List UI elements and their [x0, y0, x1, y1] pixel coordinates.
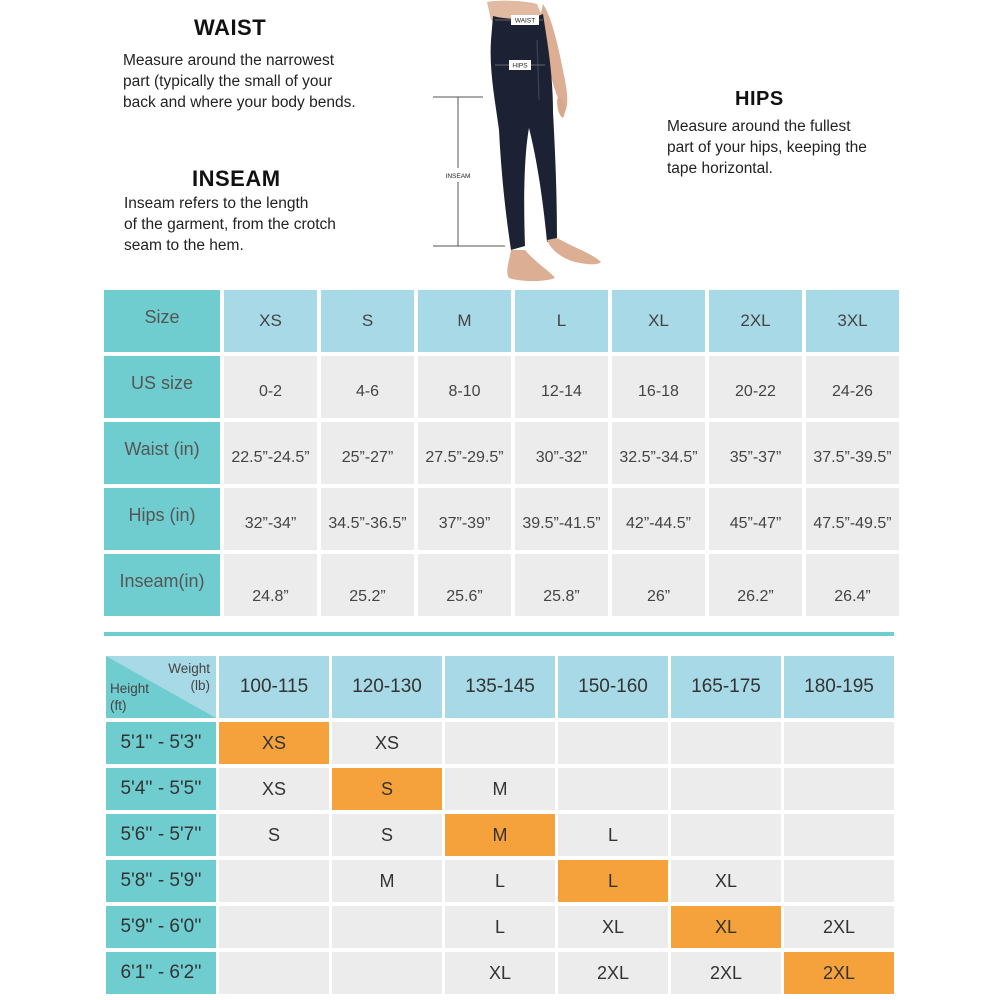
waist-value: 35”-37”: [709, 422, 802, 484]
fit-cell: [671, 814, 781, 856]
model-foot-right: [547, 238, 601, 264]
model-foot-left: [507, 250, 555, 281]
fit-cell: 2XL: [784, 906, 894, 948]
us-size-value: 20-22: [709, 356, 802, 418]
height-row-header: 5'8'' - 5'9'': [106, 860, 216, 902]
inseam-value: 25.6”: [418, 554, 511, 616]
hips-line: tape horizontal.: [667, 160, 773, 177]
us-size-value: 12-14: [515, 356, 608, 418]
section-divider: [104, 632, 894, 636]
us-size-value: 4-6: [321, 356, 414, 418]
height-axis-label: [110, 680, 149, 714]
us-size-value: 24-26: [806, 356, 899, 418]
height-row-header: 5'1'' - 5'3'': [106, 722, 216, 764]
height-row-header: 6'1'' - 6'2'': [106, 952, 216, 994]
height-row-header: 5'9'' - 6'0'': [106, 906, 216, 948]
figure-hips-label: HIPS: [512, 62, 528, 70]
waist-line: Measure around the narrowest: [123, 52, 335, 69]
waist-line: part (typically the small of your: [123, 73, 333, 90]
waist-value: 27.5”-29.5”: [418, 422, 511, 484]
hips-value: 32”-34”: [224, 488, 317, 550]
waist-value: 37.5”-39.5”: [806, 422, 899, 484]
fit-cell: [332, 952, 442, 994]
fit-cell: [219, 952, 329, 994]
fit-cell: M: [332, 860, 442, 902]
fit-cell: [219, 906, 329, 948]
weight-unit-line: (lb): [190, 678, 210, 693]
figure-waist-label: WAIST: [514, 17, 536, 25]
size-col-xl: XL: [612, 290, 705, 352]
waist-value: 32.5”-34.5”: [612, 422, 705, 484]
fit-cell: S: [332, 814, 442, 856]
size-col-3xl: 3XL: [806, 290, 899, 352]
fit-cell: [671, 722, 781, 764]
hips-value: 45”-47”: [709, 488, 802, 550]
inseam-value: 24.8”: [224, 554, 317, 616]
weight-col-header: 120-130: [332, 656, 442, 718]
hips-description: [667, 116, 907, 179]
hips-value: 47.5”-49.5”: [806, 488, 899, 550]
weight-col-header: 135-145: [445, 656, 555, 718]
fit-cell-recommended: L: [558, 860, 668, 902]
weight-label-line: Weight: [168, 661, 210, 676]
fit-cell: [445, 722, 555, 764]
fit-cell: L: [445, 860, 555, 902]
waist-value: 30”-32”: [515, 422, 608, 484]
fit-cell-recommended: M: [445, 814, 555, 856]
row-label-waist: Waist (in): [104, 422, 220, 484]
fit-cell: S: [219, 814, 329, 856]
inseam-value: 25.2”: [321, 554, 414, 616]
fit-cell: 2XL: [671, 952, 781, 994]
waist-value: 22.5”-24.5”: [224, 422, 317, 484]
hips-value: 39.5”-41.5”: [515, 488, 608, 550]
height-label-line: Height: [110, 681, 150, 696]
waist-heading: WAIST: [194, 15, 267, 40]
size-chart: [104, 290, 899, 616]
fit-cell: 2XL: [558, 952, 668, 994]
size-col-2xl: 2XL: [709, 290, 802, 352]
fit-cell: [784, 768, 894, 810]
weight-axis-label: [168, 660, 210, 694]
us-size-value: 16-18: [612, 356, 705, 418]
row-label-hips: Hips (in): [104, 488, 220, 550]
fit-cell: L: [445, 906, 555, 948]
hips-value: 37”-39”: [418, 488, 511, 550]
size-col-l: L: [515, 290, 608, 352]
hips-value: 42”-44.5”: [612, 488, 705, 550]
row-label-us-size: US size: [104, 356, 220, 418]
us-size-value: 0-2: [224, 356, 317, 418]
fit-cell: [784, 860, 894, 902]
fit-cell: [671, 768, 781, 810]
fit-cell: [558, 722, 668, 764]
size-col-xs: XS: [224, 290, 317, 352]
fit-chart: [106, 656, 894, 994]
leggings-model-illustration: [425, 0, 625, 290]
size-col-m: M: [418, 290, 511, 352]
waist-line: back and where your body bends.: [123, 94, 356, 111]
inseam-description: [124, 193, 374, 256]
hips-value: 34.5”-36.5”: [321, 488, 414, 550]
inseam-value: 25.8”: [515, 554, 608, 616]
height-row-header: 5'6'' - 5'7'': [106, 814, 216, 856]
fit-cell: XL: [445, 952, 555, 994]
model-leggings: [491, 14, 557, 250]
inseam-value: 26.4”: [806, 554, 899, 616]
inseam-line: seam to the hem.: [124, 237, 244, 254]
waist-description: [123, 50, 398, 113]
fit-cell: [558, 768, 668, 810]
inseam-value: 26.2”: [709, 554, 802, 616]
weight-col-header: 165-175: [671, 656, 781, 718]
us-size-value: 8-10: [418, 356, 511, 418]
weight-col-header: 150-160: [558, 656, 668, 718]
fit-chart-corner-header: [106, 656, 216, 718]
height-row-header: 5'4'' - 5'5'': [106, 768, 216, 810]
fit-cell: M: [445, 768, 555, 810]
inseam-line: Inseam refers to the length: [124, 195, 309, 212]
inseam-line: of the garment, from the crotch: [124, 216, 336, 233]
hips-line: part of your hips, keeping the: [667, 139, 867, 156]
height-unit-line: (ft): [110, 698, 127, 713]
weight-col-header: 180-195: [784, 656, 894, 718]
fit-cell: XL: [671, 860, 781, 902]
inseam-heading: INSEAM: [192, 166, 281, 191]
fit-cell: [784, 722, 894, 764]
fit-cell: XS: [219, 768, 329, 810]
fit-cell: XL: [558, 906, 668, 948]
fit-cell: [332, 906, 442, 948]
weight-col-header: 100-115: [219, 656, 329, 718]
fit-cell: XS: [332, 722, 442, 764]
fit-cell-recommended: S: [332, 768, 442, 810]
hips-line: Measure around the fullest: [667, 118, 851, 135]
waist-value: 25”-27”: [321, 422, 414, 484]
fit-cell-recommended: XS: [219, 722, 329, 764]
fit-cell-recommended: XL: [671, 906, 781, 948]
figure-inseam-label: INSEAM: [445, 173, 471, 180]
hips-heading: HIPS: [735, 88, 784, 110]
size-col-s: S: [321, 290, 414, 352]
fit-cell: L: [558, 814, 668, 856]
row-label-inseam: Inseam(in): [104, 554, 220, 616]
inseam-value: 26”: [612, 554, 705, 616]
fit-cell: [784, 814, 894, 856]
size-header-label: Size: [104, 290, 220, 352]
fit-cell: [219, 860, 329, 902]
fit-cell-recommended: 2XL: [784, 952, 894, 994]
